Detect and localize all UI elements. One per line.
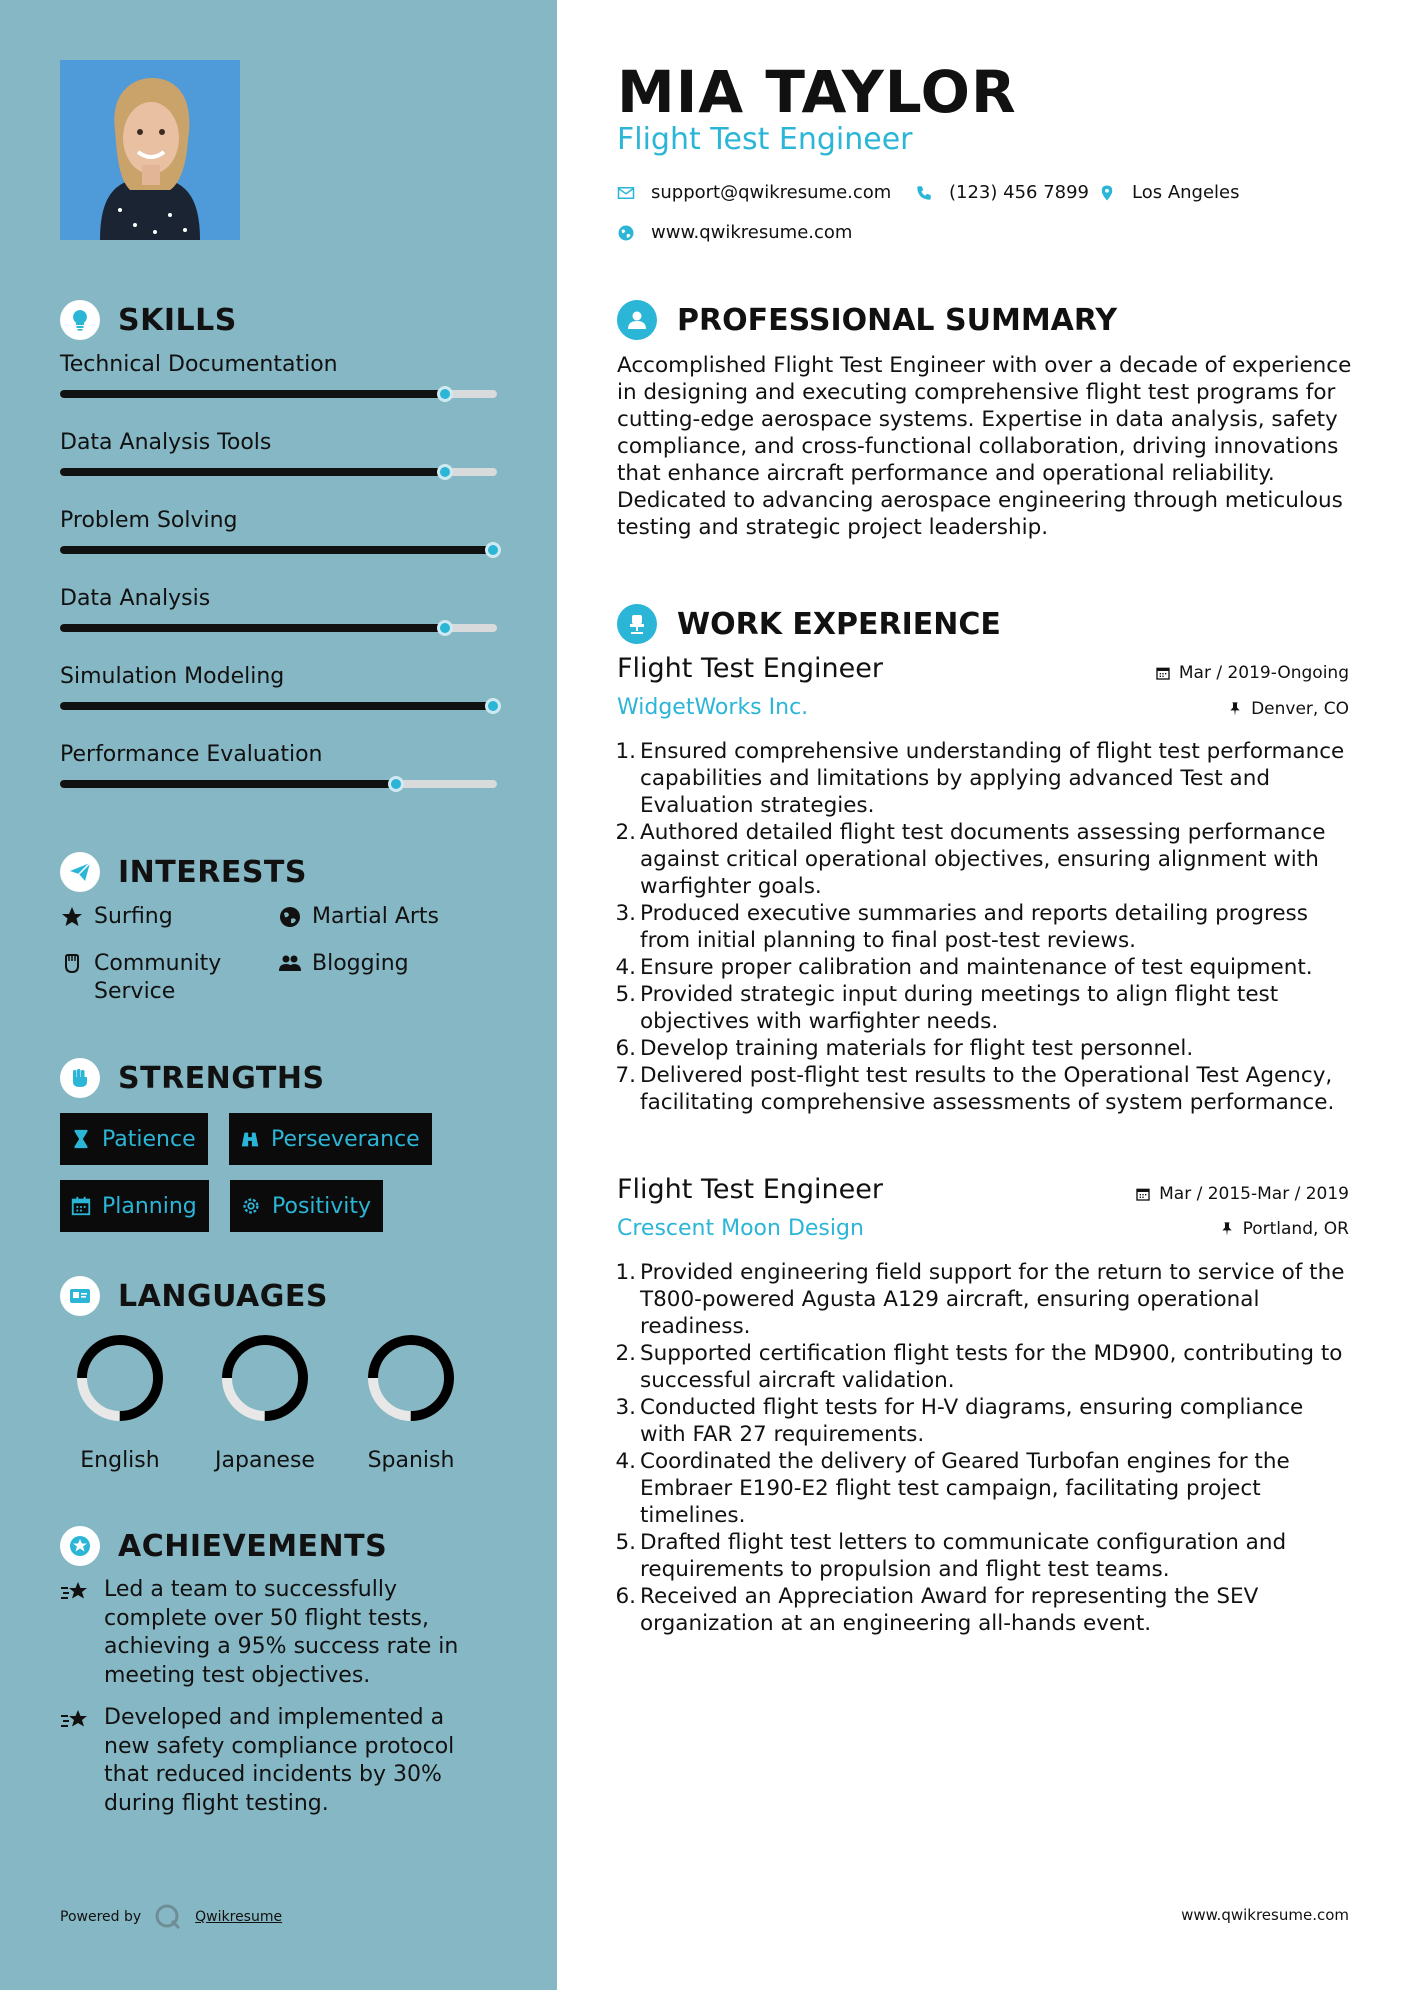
summary-text: Accomplished Flight Test Engineer with over a decade of experience in designing and executing comprehensive flight test programs for cutting-edge aerospace systems. Expertise in data analysis, safety compliance, and cross-functional collaboration, driving innovations that enhance aircraft performance and operational reliability. Dedicated to advancing aerospace engineering through meticulous testing and strategic project leadership. xyxy=(617,353,1352,540)
job-dates-text: Mar / 2015-Mar / 2019 xyxy=(1159,1184,1349,1204)
duty-text: Ensure proper calibration and maintenance of test equipment. xyxy=(640,955,1313,980)
duty-item xyxy=(612,1340,1352,1394)
interests-title: INTERESTS xyxy=(118,854,307,890)
duty-item xyxy=(612,981,1352,1035)
job-2-title: Flight Test Engineer xyxy=(617,1174,883,1205)
duty-number: 2. xyxy=(615,820,636,845)
skill-bar-knob xyxy=(485,698,501,714)
strength-label: Positivity xyxy=(272,1193,372,1219)
achievement-item xyxy=(60,1576,490,1690)
skill-bar-fill xyxy=(60,468,445,476)
paper-plane-icon xyxy=(60,852,100,892)
duty-number: 5. xyxy=(615,1530,636,1555)
duty-item xyxy=(612,1448,1352,1529)
duty-text: Provided strategic input during meetings to align flight test objectives with warfighter needs. xyxy=(640,982,1279,1034)
duty-item xyxy=(612,954,1352,981)
id-card-icon xyxy=(60,1276,100,1316)
languages-title: LANGUAGES xyxy=(118,1278,328,1314)
summary-heading xyxy=(617,300,1117,340)
skill-item xyxy=(60,508,500,533)
skill-bar-fill xyxy=(60,546,493,554)
shooting-star-icon xyxy=(60,1706,90,1734)
skill-label: Data Analysis xyxy=(60,586,211,611)
strength-patience xyxy=(60,1113,208,1165)
skill-bar-knob xyxy=(388,776,404,792)
language-label: Japanese xyxy=(215,1448,315,1473)
job-2-company: Crescent Moon Design xyxy=(617,1216,864,1241)
duty-number: 6. xyxy=(615,1036,636,1061)
skill-label: Technical Documentation xyxy=(60,352,338,377)
duty-number: 1. xyxy=(615,1260,636,1285)
skill-bar-track xyxy=(60,546,497,554)
job-location-text: Portland, OR xyxy=(1242,1219,1349,1239)
duty-item xyxy=(612,900,1352,954)
experience-heading xyxy=(617,604,1001,644)
skill-bar-fill xyxy=(60,702,493,710)
job-location-text: Denver, CO xyxy=(1251,699,1349,719)
skill-bar-fill xyxy=(60,624,445,632)
duty-number: 2. xyxy=(615,1341,636,1366)
duty-text: Produced executive summaries and reports detailing progress from initial planning to final post-test reviews. xyxy=(640,901,1308,953)
job-2-location xyxy=(1219,1219,1349,1239)
phone-icon xyxy=(915,184,933,202)
hourglass-icon xyxy=(70,1128,92,1150)
duty-text: Delivered post-flight test results to the Operational Test Agency, facilitating comprehensive assessments of system performance. xyxy=(640,1063,1335,1115)
skill-item xyxy=(60,586,500,611)
duty-item xyxy=(612,1035,1352,1062)
fist-icon xyxy=(60,1058,100,1098)
portrait-image xyxy=(60,60,240,240)
job-dates-text: Mar / 2019-Ongoing xyxy=(1178,663,1349,683)
powered-by xyxy=(60,1902,282,1932)
language-ring xyxy=(363,1330,459,1426)
binoculars-icon xyxy=(239,1128,261,1150)
skill-item xyxy=(60,664,500,689)
calendar-icon xyxy=(1155,665,1171,681)
job-1-dates xyxy=(1155,663,1349,683)
duty-number: 1. xyxy=(615,739,636,764)
experience-title: WORK EXPERIENCE xyxy=(677,606,1001,642)
website-text: www.qwikresume.com xyxy=(651,222,853,243)
job-1-company: WidgetWorks Inc. xyxy=(617,695,809,720)
language-item xyxy=(60,1330,180,1473)
skill-bar-track xyxy=(60,390,497,398)
language-item xyxy=(205,1330,325,1473)
duty-number: 7. xyxy=(615,1063,636,1088)
language-label: Spanish xyxy=(367,1448,455,1473)
interest-label: Community Service xyxy=(94,951,222,1004)
achievement-text: Developed and implemented a new safety compliance protocol that reduced incidents by 30% during flight testing. xyxy=(104,1705,455,1816)
interest-blogging xyxy=(278,950,409,978)
email-text: support@qwikresume.com xyxy=(651,182,892,203)
duty-text: Provided engineering field support for the return to service of the T800-powered Agusta A129 aircraft, ensuring operational readiness. xyxy=(640,1260,1345,1339)
duty-number: 4. xyxy=(615,955,636,980)
interest-surfing xyxy=(60,903,173,931)
job-1-title: Flight Test Engineer xyxy=(617,653,883,684)
pushpin-icon xyxy=(1219,1221,1235,1237)
contact-email[interactable] xyxy=(617,182,891,203)
skill-item xyxy=(60,742,500,767)
skill-bar-knob xyxy=(437,620,453,636)
job-2-duties xyxy=(612,1259,1352,1637)
achievement-item xyxy=(60,1704,490,1818)
language-label: English xyxy=(80,1448,160,1473)
skill-label: Simulation Modeling xyxy=(60,664,285,689)
skill-label: Data Analysis Tools xyxy=(60,430,272,455)
language-ring xyxy=(217,1330,313,1426)
duty-text: Ensured comprehensive understanding of flight test performance capabilities and limitations by applying advanced Test and Evaluation strategies. xyxy=(640,739,1345,818)
qwikresume-logo-icon xyxy=(153,1902,183,1932)
duty-number: 3. xyxy=(615,1395,636,1420)
gear-icon xyxy=(240,1195,262,1217)
achievement-text: Led a team to successfully complete over 50 flight tests, achieving a 95% success rate in meeting test objectives. xyxy=(104,1577,459,1688)
user-icon xyxy=(617,300,657,340)
interest-community-service xyxy=(60,950,240,1006)
achievements-title: ACHIEVEMENTS xyxy=(118,1528,388,1564)
candidate-name: MIA TAYLOR xyxy=(617,58,1017,126)
languages-heading xyxy=(60,1276,328,1316)
interests-heading xyxy=(60,852,307,892)
duty-text: Authored detailed flight test documents assessing performance against critical operational objectives, ensuring alignment with warfighter goals. xyxy=(640,820,1326,899)
duty-text: Conducted flight tests for H-V diagrams, ensuring compliance with FAR 27 requirements. xyxy=(640,1395,1304,1447)
location-text: Los Angeles xyxy=(1132,182,1240,203)
skill-bar-track xyxy=(60,780,497,788)
globe-icon xyxy=(617,224,635,242)
skill-label: Problem Solving xyxy=(60,508,238,533)
office-chair-icon xyxy=(617,604,657,644)
envelope-icon xyxy=(617,184,635,202)
strength-label: Planning xyxy=(102,1193,197,1219)
duty-number: 4. xyxy=(615,1449,636,1474)
strengths-heading xyxy=(60,1058,325,1098)
pushpin-icon xyxy=(1227,701,1243,717)
duty-item xyxy=(612,1062,1352,1116)
skill-bar-fill xyxy=(60,780,396,788)
skill-item xyxy=(60,430,500,455)
map-pin-icon xyxy=(1098,184,1116,202)
qwikresume-link[interactable]: Qwikresume xyxy=(195,1909,283,1925)
duty-item xyxy=(612,819,1352,900)
strength-planning xyxy=(60,1180,209,1232)
lightbulb-icon xyxy=(60,300,100,340)
strength-positivity xyxy=(230,1180,383,1232)
summary-title: PROFESSIONAL SUMMARY xyxy=(677,302,1118,338)
skills-title: SKILLS xyxy=(118,302,237,338)
job-2-dates xyxy=(1135,1184,1349,1204)
strength-label: Perseverance xyxy=(271,1126,420,1152)
calendar-icon xyxy=(70,1195,92,1217)
profile-photo xyxy=(60,60,240,240)
achievements-heading xyxy=(60,1526,387,1566)
skill-bar-track xyxy=(60,468,497,476)
skill-bar-knob xyxy=(485,542,501,558)
interest-label: Blogging xyxy=(312,951,409,976)
calendar-icon xyxy=(1135,1186,1151,1202)
strengths-title: STRENGTHS xyxy=(118,1060,325,1096)
star-icon xyxy=(60,905,84,929)
job-1-duties xyxy=(612,738,1352,1116)
duty-item xyxy=(612,1259,1352,1340)
duty-text: Coordinated the delivery of Geared Turbofan engines for the Embraer E190-E2 flight test campaign, facilitating project timelines. xyxy=(640,1449,1290,1528)
job-1-location xyxy=(1227,699,1349,719)
duty-item xyxy=(612,1394,1352,1448)
interest-martial-arts xyxy=(278,903,439,931)
skill-bar-knob xyxy=(437,464,453,480)
contact-website[interactable] xyxy=(617,222,852,243)
interest-label: Martial Arts xyxy=(312,904,440,929)
hand-icon xyxy=(60,952,84,976)
duty-item xyxy=(612,1529,1352,1583)
language-ring xyxy=(72,1330,168,1426)
contact-location xyxy=(1098,182,1240,203)
duty-item xyxy=(612,738,1352,819)
footer-website[interactable]: www.qwikresume.com xyxy=(1181,1906,1349,1924)
skill-item xyxy=(60,352,500,377)
contact-phone[interactable] xyxy=(915,182,1089,203)
skills-heading xyxy=(60,300,237,340)
shooting-star-icon xyxy=(60,1578,90,1606)
candidate-title: Flight Test Engineer xyxy=(617,122,913,157)
duty-text: Drafted flight test letters to communicate configuration and requirements to propulsion and flight test teams. xyxy=(640,1530,1287,1582)
duty-number: 6. xyxy=(615,1584,636,1609)
duty-item xyxy=(612,1583,1352,1637)
skill-bar-knob xyxy=(437,386,453,402)
duty-number: 3. xyxy=(615,901,636,926)
phone-text: (123) 456 7899 xyxy=(949,182,1090,203)
strength-perseverance xyxy=(229,1113,432,1165)
skill-bar-fill xyxy=(60,390,445,398)
sidebar xyxy=(0,0,557,1990)
duty-number: 5. xyxy=(615,982,636,1007)
duty-text: Develop training materials for flight test personnel. xyxy=(640,1036,1194,1061)
duty-text: Supported certification flight tests for the MD900, contributing to successful aircraft validation. xyxy=(640,1341,1343,1393)
powered-by-label: Powered by xyxy=(60,1909,142,1925)
skill-bar-track xyxy=(60,702,497,710)
language-item xyxy=(351,1330,471,1473)
skill-bar-track xyxy=(60,624,497,632)
strength-label: Patience xyxy=(102,1126,196,1152)
interest-label: Surfing xyxy=(94,904,173,929)
skill-label: Performance Evaluation xyxy=(60,742,323,767)
users-icon xyxy=(278,952,302,976)
duty-text: Received an Appreciation Award for representing the SEV organization at an engineering all-hands event. xyxy=(640,1584,1259,1636)
globe-icon xyxy=(278,905,302,929)
star-badge-icon xyxy=(60,1526,100,1566)
